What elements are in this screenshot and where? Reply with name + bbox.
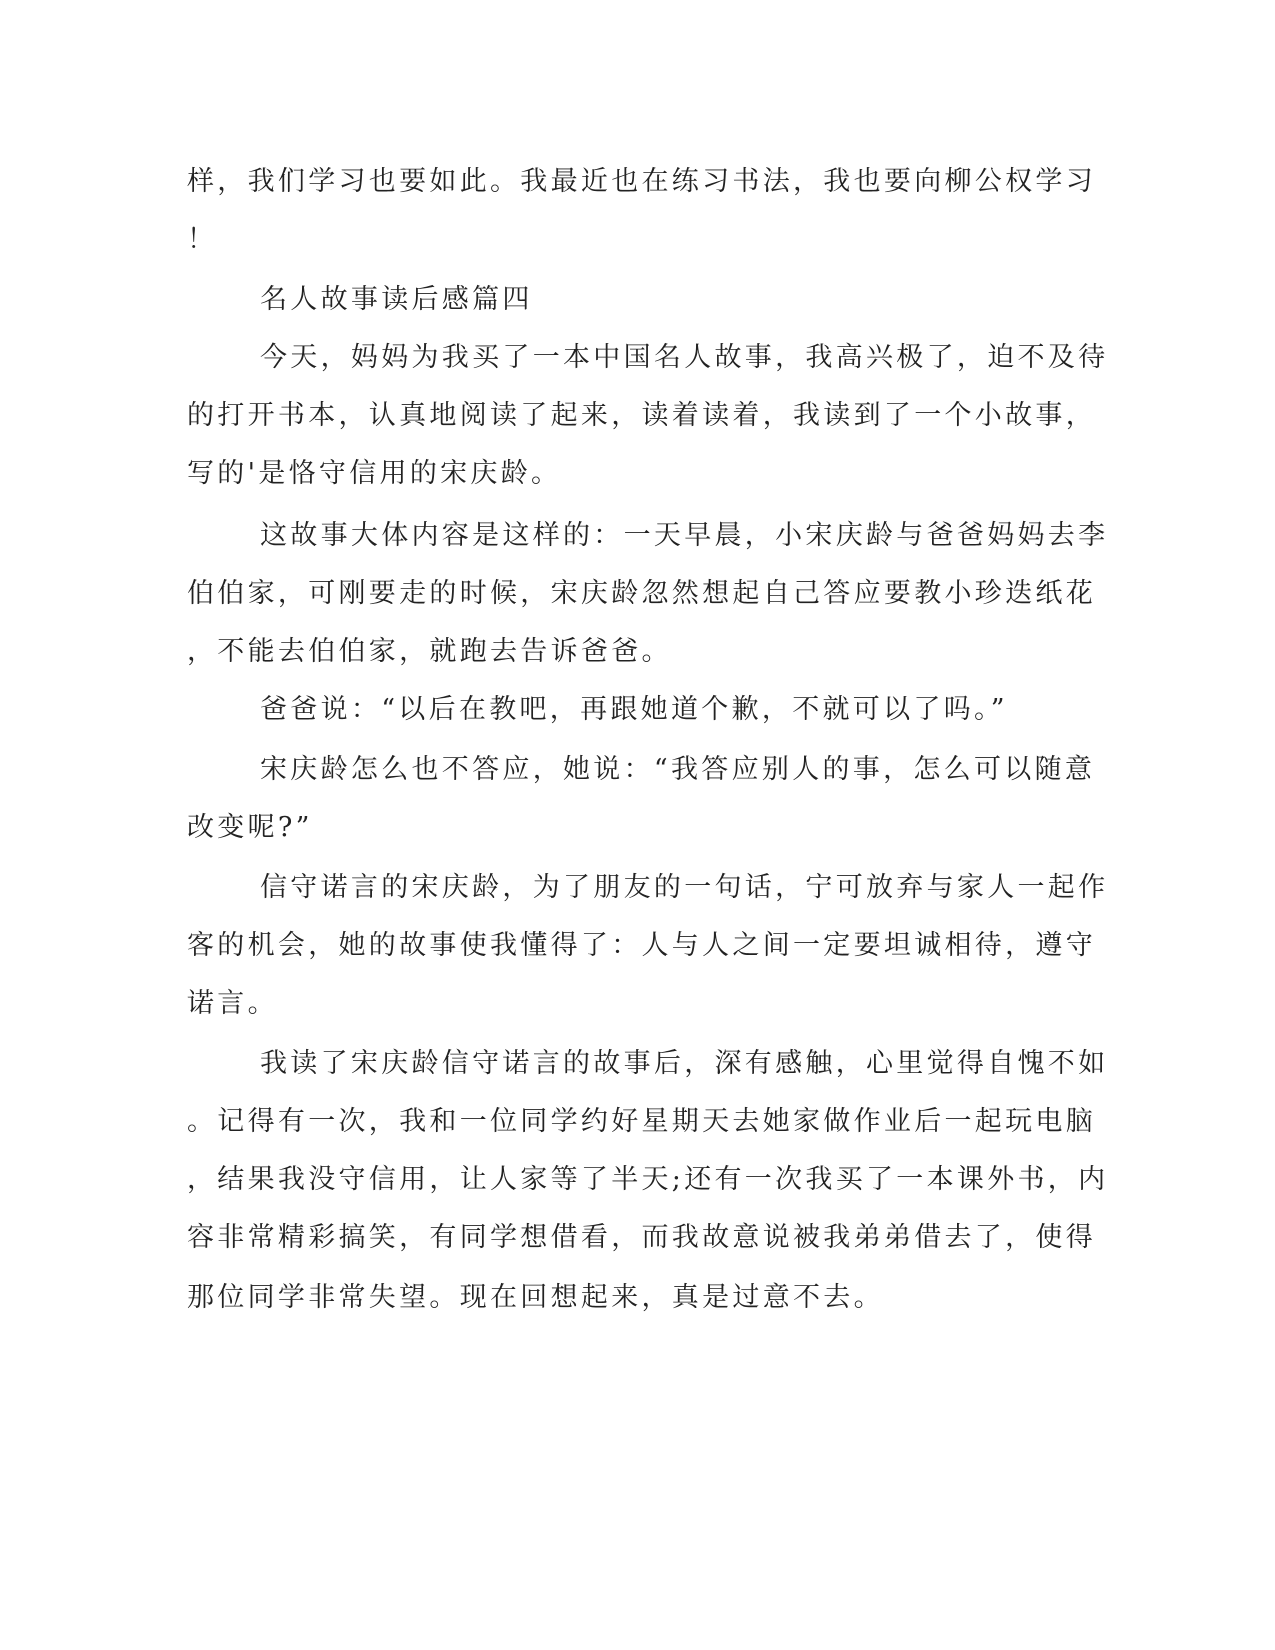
text-line: 宋庆龄怎么也不答应，她说：“我答应别人的事，怎么可以随意 — [260, 754, 1096, 785]
text-line: 改变呢?” — [187, 812, 313, 843]
section-title: 名人故事读后感篇四 — [260, 284, 533, 315]
text-line: 我读了宋庆龄信守诺言的故事后，深有感触，心里觉得自愧不如 — [260, 1048, 1109, 1079]
text-line: ，结果我没守信用，让人家等了半天;还有一次我买了一本课外书，内 — [187, 1164, 1109, 1195]
text-line: 诺言。 — [187, 988, 278, 1019]
text-line: 。记得有一次，我和一位同学约好星期天去她家做作业后一起玩电脑 — [187, 1106, 1096, 1137]
text-line: ！ — [187, 224, 218, 255]
text-line: 伯伯家，可刚要走的时候，宋庆龄忽然想起自己答应要教小珍迭纸花 — [187, 578, 1096, 609]
text-line: 今天，妈妈为我买了一本中国名人故事，我高兴极了，迫不及待 — [260, 342, 1109, 373]
text-line: 这故事大体内容是这样的：一天早晨，小宋庆龄与爸爸妈妈去李 — [260, 520, 1109, 551]
text-line: 信守诺言的宋庆龄，为了朋友的一句话，宁可放弃与家人一起作 — [260, 872, 1109, 903]
text-line: 容非常精彩搞笑，有同学想借看，而我故意说被我弟弟借去了，使得 — [187, 1222, 1096, 1253]
text-line: 客的机会，她的故事使我懂得了：人与人之间一定要坦诚相待，遵守 — [187, 930, 1096, 961]
text-line: 那位同学非常失望。现在回想起来，真是过意不去。 — [187, 1282, 884, 1313]
text-line: ，不能去伯伯家，就跑去告诉爸爸。 — [187, 636, 672, 667]
text-line: 的打开书本，认真地阅读了起来，读着读着，我读到了一个小故事， — [187, 400, 1096, 431]
text-line: 爸爸说：“以后在教吧，再跟她道个歉，不就可以了吗。” — [260, 694, 1008, 725]
text-line: 样，我们学习也要如此。我最近也在练习书法，我也要向柳公权学习 — [187, 166, 1096, 197]
text-line: 写的'是恪守信用的宋庆龄。 — [187, 458, 562, 489]
